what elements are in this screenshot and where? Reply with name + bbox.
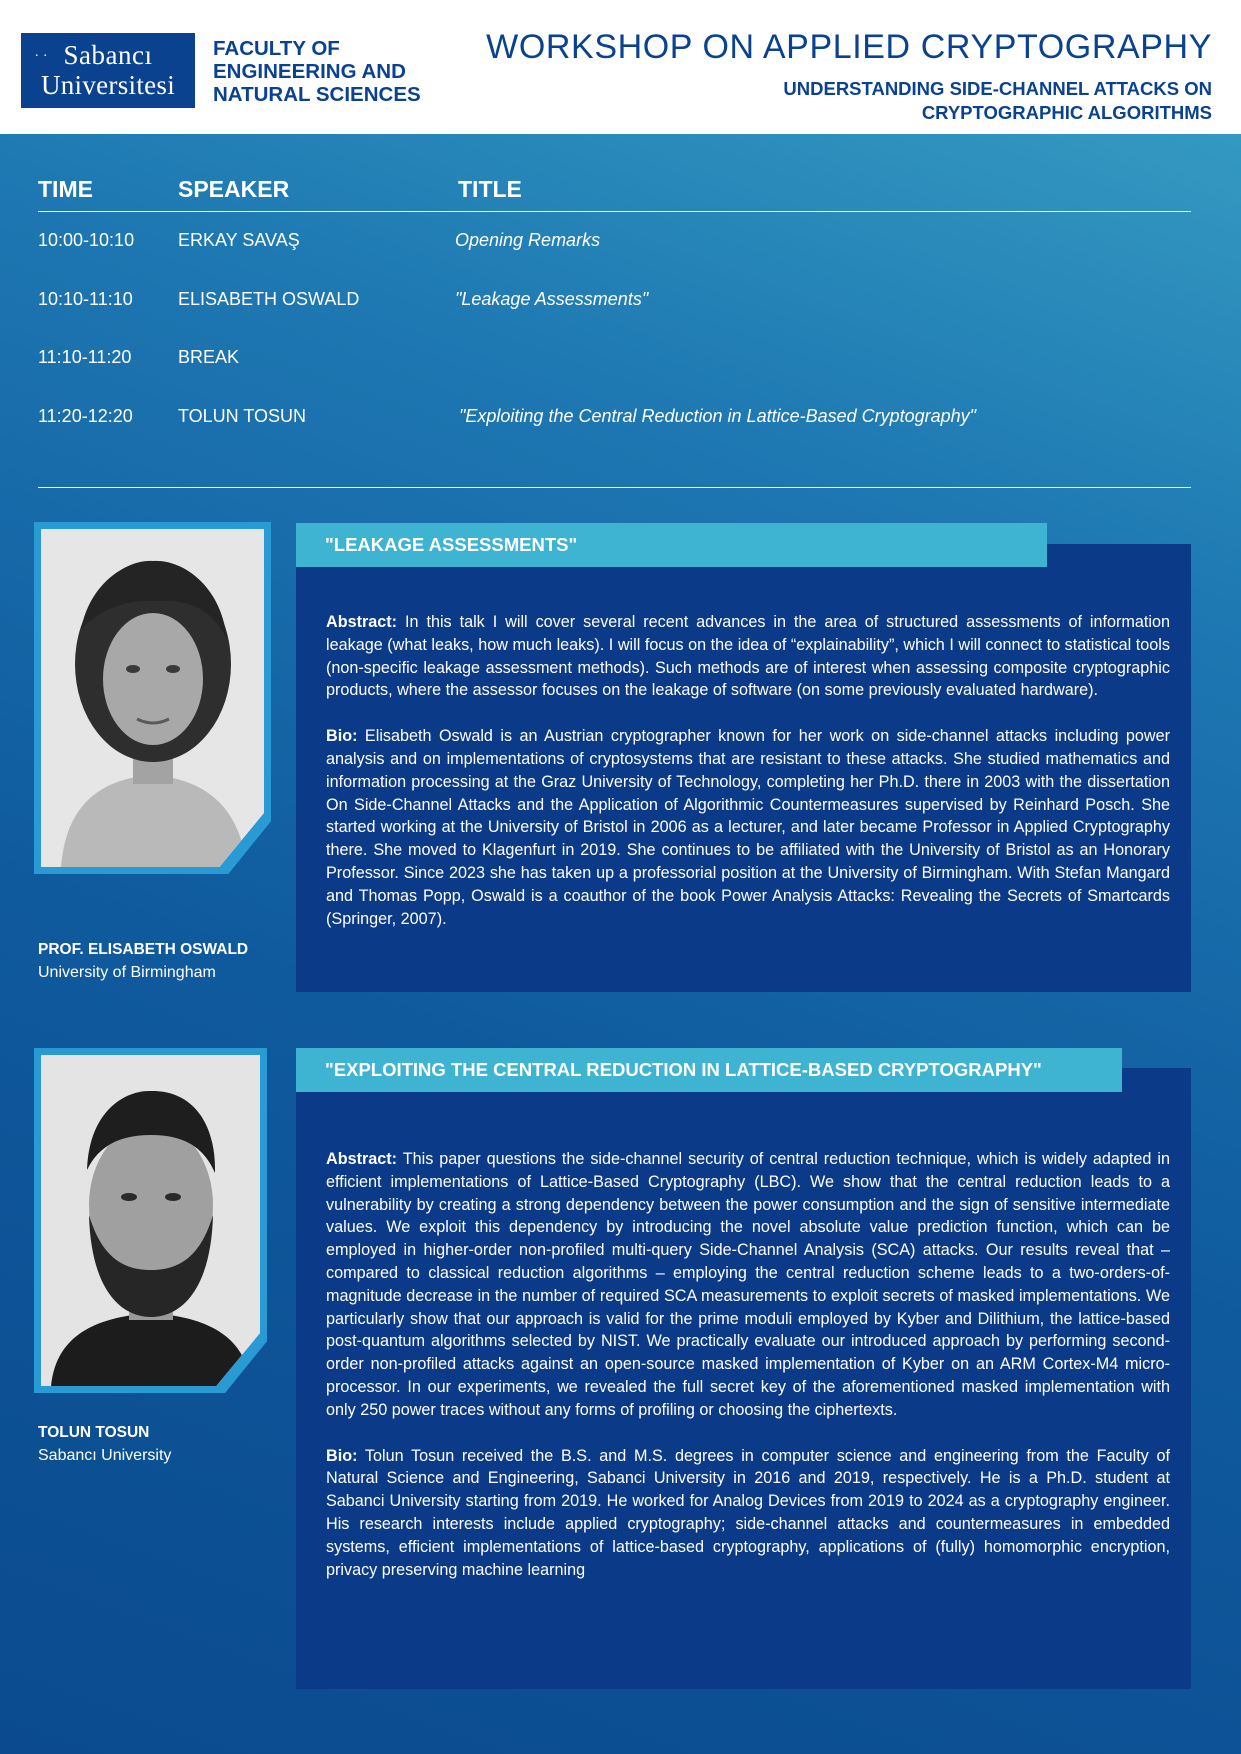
schedule-row (38, 388, 1191, 447)
row-time: 10:10-11:10 (38, 288, 133, 309)
schedule-row (38, 271, 1191, 330)
row-speaker: TOLUN TOSUN (178, 405, 307, 426)
header (0, 0, 1241, 134)
talk-description (326, 611, 1170, 953)
abstract-paragraph (326, 611, 1170, 702)
talk-description (326, 1148, 1170, 1604)
abstract-text: This paper questions the side-channel security of central reduction technique, which is widely adapted in efficient implementations of Lattice-Based Cryptography (LBC). We show that the central reduction leads to a vulnerability by creating a strong dependency between the power consumption and the sign of sensitive intermediate values. We exploit this dependency by introducing the novel absolute value prediction function, which can be employed in higher-order non-profiled multi-query Side-Channel Analysis (SCA) attacks. Our results reveal that – compared to classical reduction algorithms – employing the central reduction scheme leads to a two-orders-of-magnitude decrease in the number of required SCA measurements to exploit secrets of masked implementations. We particularly show that our approach is valid for the prime moduli employed by Kyber and Dilithium, the lattice-based post-quantum algorithms selected by NIST. We practically evaluate our introduced approach by performing second-order non-profiled attacks against an open-source masked implementation of Kyber on an ARM Cortex-M4 micro-processor. In our experiments, we revealed the full secret key of the aforementioned masked implementation with only 250 power traces without any forms of profiling or choosing the ciphertexts. (326, 1150, 1170, 1419)
row-speaker: BREAK (178, 347, 240, 367)
speaker-photo (41, 529, 264, 867)
speaker-affiliation: University of Birmingham (38, 964, 216, 981)
row-time: 11:20-12:20 (38, 405, 133, 426)
speaker-photo (41, 1055, 260, 1386)
logo-line-2: Universitesi (40, 70, 176, 100)
row-time: 10:00-10:10 (38, 230, 135, 250)
schedule-divider (38, 487, 1191, 488)
header-title: TITLE (458, 176, 522, 202)
row-title: Opening Remarks (455, 230, 601, 250)
abstract-label: Abstract: (326, 613, 398, 631)
university-logo (21, 33, 195, 108)
speaker-affiliation: Sabancı University (38, 1447, 172, 1464)
logo-line-1: Sabancı (63, 40, 153, 70)
talk-title-label: "LEAKAGE ASSESSMENTS" (296, 523, 1047, 567)
row-title: "Leakage Assessments" (455, 288, 649, 309)
header-speaker: SPEAKER (178, 176, 290, 202)
abstract-text: In this talk I will cover several recent advances in the area of structured assessments of information leakage (what leaks, how much leaks). I will focus on the idea of “explainability”, which I will connect to statistical tools (non-specific leakage assessment methods). Such methods are of interest when assessing composite cryptographic products, where the assessor focuses on the leakage of software (on some previously evaluated hardware). (326, 613, 1170, 700)
speaker-photo-frame (34, 522, 271, 874)
abstract-label: Abstract: (326, 1150, 398, 1168)
bio-label: Bio: (326, 1446, 358, 1465)
workshop-subtitle: UNDERSTANDING SIDE-CHANNEL ATTACKS ON CRYPTOGRAPHIC ALGORITHMS (783, 78, 1212, 123)
logo-dots: .. (35, 45, 52, 60)
schedule-row (38, 329, 1191, 388)
faculty-name: FACULTY OF ENGINEERING AND NATURAL SCIENCES (213, 37, 421, 106)
abstract-paragraph (326, 1148, 1170, 1422)
bio-text: Elisabeth Oswald is an Austrian cryptographer known for her work on side-channel attacks including power analysis and on implementations of cryptosystems that are resistant to these attacks. She studied mathematics and information processing at the Graz University of Technology, completing her Ph.D. there in 2003 with the dissertation On Side-Channel Attacks and the Application of Algorithmic Countermeasures supervised by Reinhard Posch. She started working at the University of Bristol in 2006 as a lecturer, and later became Professor in Applied Cryptography there. She moved to Klagenfurt in 2019. She continues to be affiliated with the University of Bristol as an Honorary Professor. Since 2023 she has taken up a professorial position at the University of Birmingham. With Stefan Mangard and Thomas Popp, Oswald is a coauthor of the book Power Analysis Attacks: Revealing the Secrets of Smartcards (Springer, 2007). (326, 727, 1171, 928)
woman-portrait-icon (41, 529, 264, 867)
speaker-name: TOLUN TOSUN (38, 1424, 150, 1441)
bio-paragraph (326, 1445, 1170, 1582)
schedule-row (38, 212, 1191, 271)
schedule-header (38, 176, 1191, 212)
workshop-title: WORKSHOP ON APPLIED CRYPTOGRAPHY (486, 28, 1212, 66)
speaker-name: PROF. ELISABETH OSWALD (38, 941, 249, 958)
schedule-table (38, 176, 1191, 446)
bio-text: Tolun Tosun received the B.S. and M.S. degrees in computer science and engineering from the Faculty of Natural Science and Engineering, Sabanci University in 2016 and 2019, respectively. He is a Ph.D. student at Sabanci University starting from 2019. He worked for Analog Devices from 2019 to 2024 as a cryptography engineer. His research interests include applied cryptography; side-channel attacks and countermeasures in embedded systems, efficient implementations of lattice-based cryptography, applications of (fully) homomorphic encryption, privacy preserving machine learning (326, 1446, 1170, 1579)
header-time: TIME (38, 176, 93, 202)
row-time: 11:10-11:20 (38, 347, 132, 367)
bio-label: Bio: (326, 727, 358, 746)
man-portrait-icon (41, 1055, 260, 1386)
row-speaker: ERKAY SAVAŞ (178, 230, 300, 250)
row-title: "Exploiting the Central Reduction in Lattice-Based Cryptography" (459, 405, 977, 426)
talk-title-label: "EXPLOITING THE CENTRAL REDUCTION IN LATTICE-BASED CRYPTOGRAPHY" (296, 1048, 1122, 1092)
speaker-photo-frame (34, 1048, 267, 1393)
row-speaker: ELISABETH OSWALD (178, 288, 360, 309)
bio-paragraph (326, 725, 1170, 930)
